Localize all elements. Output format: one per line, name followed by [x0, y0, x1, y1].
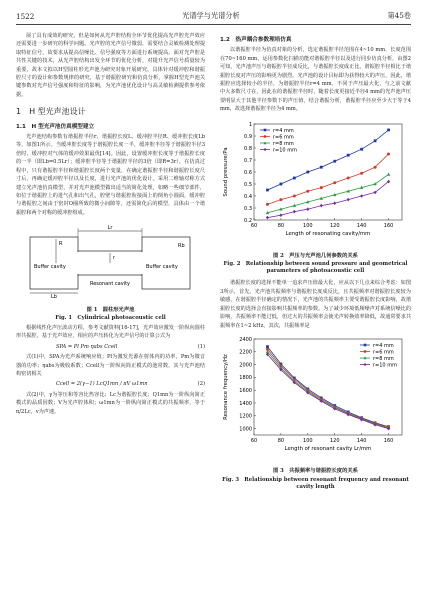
legend-label: r=10 mm — [373, 362, 397, 369]
x-tick-label: 80 — [277, 437, 285, 444]
figure-2 — [220, 118, 411, 276]
y-tick-label: 0.3 — [244, 205, 252, 212]
x-axis-label: Length of resonating cavity/mm — [285, 230, 371, 237]
data-point — [306, 170, 309, 173]
y-tick-label: 2200 — [239, 349, 252, 356]
data-point — [333, 159, 336, 162]
y-axis-label: Resonance frequency/Hz — [223, 354, 229, 420]
volume-label: 第45卷 — [387, 11, 411, 20]
left-buffer-label: Buffer cavity — [34, 264, 66, 271]
journal-name: 光谱学与光谱分析 — [182, 11, 240, 20]
x-tick-label: 160 — [383, 222, 394, 229]
rb-label: Rb — [178, 243, 185, 250]
data-point — [306, 189, 309, 192]
legend-marker — [264, 135, 267, 138]
lr-label: Lr — [107, 225, 113, 232]
left-column — [16, 32, 205, 416]
section-1-2-heading: 1.2 热声耦合参数理培仿真 — [220, 37, 292, 43]
formula-2-number: (2) — [197, 381, 205, 388]
y-tick-label: 0.9 — [244, 133, 252, 140]
legend-marker — [264, 128, 267, 131]
data-point — [266, 345, 269, 348]
data-point — [387, 128, 390, 131]
y-tick-label: 0.4 — [244, 193, 252, 200]
left-buffer-cavity — [30, 237, 78, 289]
figure-3 — [220, 333, 411, 491]
y-tick-label: 1200 — [239, 413, 252, 420]
formula-1-body: SPA = Pl Pm ηabs Ccell — [56, 343, 118, 350]
formula-2-body: Ccell = 2(γ−1) LcQ1mn / πV ω1mn — [56, 381, 148, 388]
fig1-caption-cn: 图 1 圆柱形光声池 — [86, 306, 135, 313]
y-tick-label: 2000 — [239, 362, 252, 369]
y-tick-label: 0.8 — [244, 145, 252, 152]
data-point — [266, 188, 269, 191]
data-point — [293, 194, 296, 197]
data-point — [347, 153, 350, 156]
resonance-paragraph: 谐振腔长度的选择不能单一追求声压值最大化，应从以下几点来综合考虑：如图3所示，首先，光声池共振频率与谐振腔长度成反比，且共振频率对谐振腔长度较为敏感，在谐振腔半径确定的情况下，光声池的共振频率主要受谐振腔长度影响，故谐振腔长度的选择会直接影响共振频率的参数。为了减少环境低频噪声对系统信噪比的影响，共振频率不能过低，但过大的共振频率会使光声转换效率降低，故通常要求共振频率在1~2 kHz。其次，共振频率是 — [220, 280, 411, 329]
fig3-caption-en: Fig. 3 Relationship between resonant frequency and resonant cavity length — [222, 476, 409, 490]
x-tick-label: 120 — [329, 222, 340, 229]
y-tick-label: 2400 — [239, 336, 252, 343]
right-buffer-label: Buffer cavity — [146, 264, 178, 271]
legend-label: r=10 mm — [273, 146, 297, 153]
legend-label: r=6 mm — [373, 349, 394, 356]
data-point — [360, 171, 363, 174]
data-point — [320, 165, 323, 168]
data-point — [374, 165, 377, 168]
y-tick-label: 0.6 — [244, 169, 252, 176]
y-tick-label: 1400 — [239, 400, 252, 407]
page-number: 1522 — [16, 11, 35, 21]
fig1-caption-en: Fig. 1 Cylindrical photoacoustic cell — [55, 314, 166, 321]
x-tick-label: 60 — [250, 437, 258, 444]
legend-label: r=8 mm — [273, 140, 294, 147]
x-tick-label: 140 — [356, 437, 367, 444]
legend-label: r=4 mm — [373, 342, 394, 349]
figure-1 — [16, 223, 205, 322]
y-axis-label: Sound pressure/Pa — [223, 147, 229, 197]
fig2-caption-cn: 图 2 声压与光声池几何参数的关系 — [273, 253, 358, 260]
section-1-1-heading: 1.1 H 型光声池仿真模型建立 — [16, 123, 95, 130]
data-point — [333, 181, 336, 184]
data-point — [293, 176, 296, 179]
fig2-caption-en: Fig. 2 Relationship between sound pressure and geometrical parameters of photoacoustic cell — [223, 261, 408, 275]
right-column — [220, 32, 411, 491]
y-tick-label: 1 — [248, 121, 252, 128]
header-rule — [16, 24, 411, 25]
legend-marker — [364, 350, 367, 353]
x-axis-label: Length of resonant cavity Lr/mm — [284, 445, 372, 452]
y-tick-label: 1000 — [239, 426, 252, 433]
x-tick-label: 100 — [303, 222, 313, 229]
legend-marker — [364, 344, 367, 347]
legend-label: r=6 mm — [273, 133, 294, 140]
legend-label: r=4 mm — [273, 127, 294, 134]
section-1-2-paragraph: 以谐振腔半径为仿真对象的分析，选定谐振腔半径范围在4~10 mm，长度范围在70~160 mm，运用参数化扫描功能对谐振腔半径以及进行同步仿真分析，由图2可知，光声池声压与谐振腔半径成反比，与谐振腔长度成正比，谐振腔半径相比于谐振腔长度对声压的影响更为剧烈。光声池的设计目标即为获得较大的声压，因此，谐振腔应选择较小的半径，为谐振腔半径r=4 mm，不同于声压最大化，与之前文献中大多数尺寸在，因此在的谐振腔半径时，随着长度更接近半径4 mm的光声池声压要明显大于其他半径参数下的声压值，结合谐振分析，谐振腔半径应至少大于等于4 mm，故选择谐振腔半径为4 mm。 — [220, 47, 411, 113]
post-figure-paragraph: 根据线性化声压波动方程，参考文献资料[16-17]，光声效应激发一阶纵向圆柱形共振腔，基于光声效应，相应的声压转化为光声信号的计算公式为 — [16, 324, 205, 340]
y-tick-label: 0.5 — [244, 181, 252, 188]
x-tick-label: 100 — [303, 437, 313, 444]
data-point — [374, 139, 377, 142]
x-tick-label: 60 — [250, 222, 258, 229]
sound-pressure-chart — [220, 118, 411, 246]
intro-paragraph: 展了具有成效的研究，但是如何从光声腔结构全环节优化提高光声腔光声效应还需要进一步研究的科学问题。光声腔的光声信号微弱，需要结合灵敏检测处理提取特征信号，故要求从提高信噪比、信号强度等方面进行系统提高。面对光声腔是共性关键的技术，从光声腔结构出发全环节的优化分析，对提升光声信号质量较为重要。故本文拟以H型圆柱形光声池为研究对象开展研究，具体针对缓冲腔和谐振腔尺寸的设计和参数规律的研究，基于谐振腔研究和仿真分析，掌握H型光声池关键参数对光声信号强度和特征的影响，为光声池优化设计与高灵敏检测提供参考依据。 — [16, 33, 205, 98]
page-header — [16, 9, 411, 23]
x-tick-label: 120 — [329, 437, 340, 444]
fig3-caption-cn: 图 3 共振频率与谐振腔长度的关系 — [273, 468, 358, 475]
formula-2 — [16, 378, 205, 390]
section-1-heading: 1 H 型光声池设计 — [16, 107, 86, 117]
formula-1-number: (1) — [197, 343, 205, 350]
big-r-label: R — [59, 241, 63, 248]
formula-explanation: 式(1)中，SPA为光声系统响应值；Pl为激发光源在射体内的功率，Pm为微音器的功率；ηabs为吸收系数；Ccell为一阶纵向简正模式的池常数，其与光声池结构密切相关 — [16, 354, 205, 377]
data-point — [360, 147, 363, 150]
r-label: r — [113, 255, 116, 262]
y-tick-label: 1800 — [239, 375, 252, 382]
data-point — [320, 186, 323, 189]
x-tick-label: 80 — [277, 222, 285, 229]
data-point — [387, 152, 390, 155]
data-point — [279, 198, 282, 201]
resonant-frequency-chart — [220, 333, 411, 461]
x-tick-label: 140 — [356, 222, 367, 229]
photoacoustic-cell-diagram — [16, 223, 205, 299]
tail-paragraph: 式(2)中，γ为等压和等容比热容比；Lc为谐振腔长度；Q1mn为一阶纵向简正模式的品质因数；V为光声腔体积；ω1mn为一阶纵向简正模式的共振频率，等于n/2Lc，v为声速。 — [16, 391, 205, 415]
section-1-1-paragraph: 光声池结构参数有谐振腔半径r、谐振腔长度L、缓冲腔半径R、缓冲腔长度Lb等，如图1所示。当缓冲腔长度等于谐振腔长度一半，缓冲腔半径等于谐振腔半径3倍时，缓冲腔对气体的缓冲效果最优[14]。因此，设置缓冲腔长度等于谐振腔长度的一半（即Lb=0.5Lr）；缓冲腔半径等于谐振腔半径的3倍（即R=3r）。在仿真过程中，只有谐振腔半径和谐振腔长度两个变量，在确定谐振腔半径和谐振腔长度尺寸后，再确定缓冲腔半径以及长度，进行光声池的优化设计。采用二维轴对称方式建立光声池仿真模型，并对光声池模型做出适当的简化处理，如略一些细节部件，如位于谐振腔上的进气孔和出气孔，腔壁与谐振腔衔接面上的倒角小圆面，缓冲腔与谐振腔之间由于密封O圈所致的微小间隙等，还需简化后的模型，具体由一个谐振腔和两个对称的缓冲腔组成。 — [16, 134, 205, 216]
data-point — [266, 203, 269, 206]
y-tick-label: 1600 — [239, 387, 252, 394]
legend-label: r=8 mm — [373, 355, 394, 362]
formula-1 — [16, 341, 205, 353]
data-point — [280, 182, 283, 185]
y-tick-label: 0.2 — [244, 217, 252, 224]
data-point — [347, 176, 350, 179]
x-tick-label: 160 — [383, 437, 394, 444]
lb-label: Lb — [51, 294, 57, 300]
y-tick-label: 0.7 — [244, 157, 252, 164]
resonant-label: Resonant cavity — [89, 281, 131, 288]
